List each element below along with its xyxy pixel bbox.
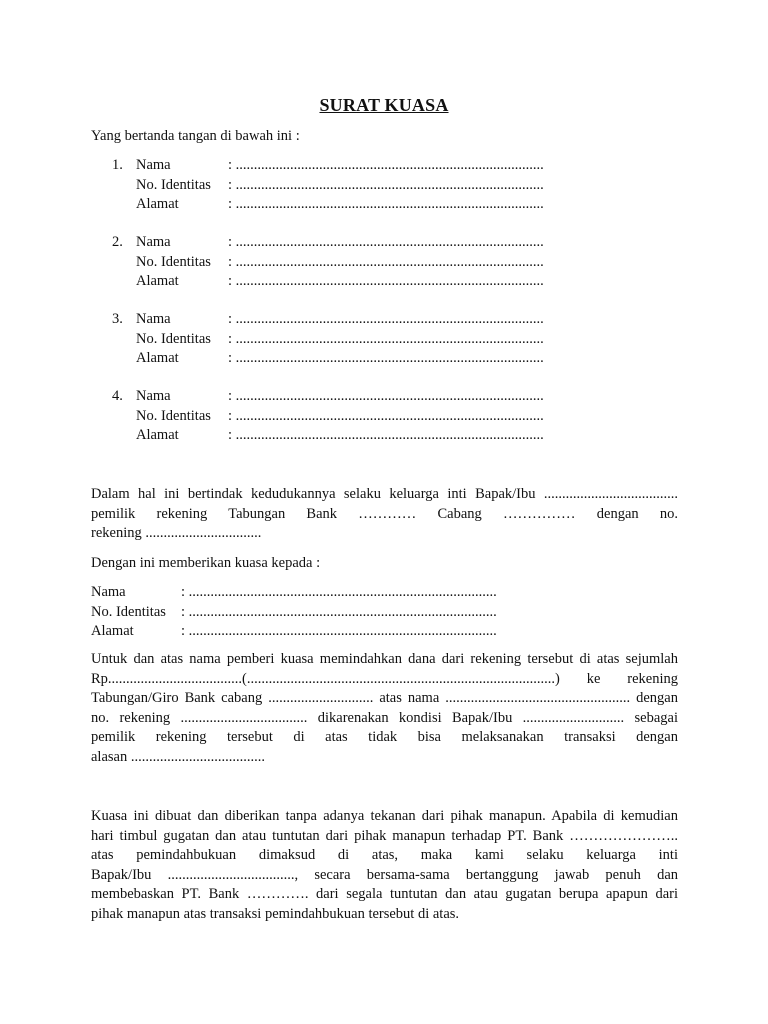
paragraph-line: rekening ................................ — [91, 525, 262, 542]
id-field: : ..................................................................................... — [228, 176, 544, 193]
paragraph-line: atas pemindahbukuan dimaksud di atas, maka kami selaku keluarga inti — [91, 847, 678, 864]
name-label: Nama — [136, 388, 171, 404]
id-field: : ..................................................................................... — [228, 407, 544, 424]
name-field: : ..................................................................................... — [228, 157, 544, 173]
party-number: 3. — [112, 311, 123, 327]
address-field: : ..................................................................................... — [228, 350, 544, 366]
paragraph-line: Rp.....................................(.....................................................................................) ke rekening — [91, 670, 678, 687]
name-label: Nama — [136, 157, 171, 173]
name-field: : ..................................................................................... — [228, 311, 544, 327]
address-field: : ..................................................................................... — [228, 427, 544, 443]
address-label: Alamat — [136, 273, 179, 289]
party-number: 4. — [112, 388, 123, 404]
id-label: No. Identitas — [91, 603, 166, 620]
paragraph-line: Dalam hal ini bertindak kedudukannya selaku keluarga inti Bapak/Ibu ..................................... — [91, 486, 678, 502]
paragraph-line: alasan ..................................... — [91, 748, 265, 765]
paragraph-line: pihak manapun atas transaksi pemindahbukuan tersebut di atas. — [91, 905, 460, 922]
paragraph-line: Tabungan/Giro Bank cabang ............................. atas nama ................................................... dengan — [91, 690, 678, 707]
grant-intro-text: Dengan ini memberikan kuasa kepada : — [91, 555, 321, 571]
name-label: Nama — [91, 584, 126, 600]
paragraph-line: pemilik rekening tersebut di atas tidak bisa melaksanakan transaksi dengan — [91, 729, 678, 746]
paragraph-line: membebaskan PT. Bank …………. dari segala tuntutan dan atau gugatan berupa apapun dari — [91, 886, 678, 903]
id-field: : ..................................................................................... — [181, 603, 497, 620]
paragraph-line: hari timbul gugatan dan atau tuntutan dari pihak manapun terhadap PT. Bank ………………….. — [91, 827, 678, 844]
document-title: SURAT KUASA — [319, 95, 449, 115]
party-number: 1. — [112, 157, 123, 173]
id-label: No. Identitas — [136, 407, 211, 424]
name-field: : ..................................................................................... — [228, 234, 544, 250]
address-field: : ..................................................................................... — [181, 623, 497, 639]
paragraph-line: Untuk dan atas nama pemberi kuasa memindahkan dana dari rekening tersebut di atas sejumlah — [91, 651, 678, 667]
paragraph-line: Kuasa ini dibuat dan diberikan tanpa adanya tekanan dari pihak manapun. Apabila di kemudian — [91, 808, 678, 824]
family-relation-paragraph — [91, 485, 678, 544]
address-label: Alamat — [91, 623, 134, 639]
address-label: Alamat — [136, 427, 179, 443]
address-label: Alamat — [136, 350, 179, 366]
transfer-paragraph — [91, 650, 678, 768]
paragraph-line: no. rekening ................................... dikarenakan kondisi Bapak/Ibu ............................ sebagai — [91, 709, 678, 726]
id-label: No. Identitas — [136, 253, 211, 270]
address-field: : ..................................................................................... — [228, 196, 544, 212]
paragraph-line: Bapak/Ibu ..................................., secara bersama-sama bertanggung jawab penuh dan — [91, 866, 678, 883]
id-label: No. Identitas — [136, 176, 211, 193]
name-field: : ..................................................................................... — [181, 584, 497, 600]
name-field: : ..................................................................................... — [228, 388, 544, 404]
paragraph-line: pemilik rekening Tabungan Bank ………… Cabang …………… dengan no. — [91, 505, 678, 522]
intro-text: Yang bertanda tangan di bawah ini : — [91, 128, 300, 144]
name-label: Nama — [136, 311, 171, 327]
id-field: : ..................................................................................... — [228, 330, 544, 347]
id-label: No. Identitas — [136, 330, 211, 347]
name-label: Nama — [136, 234, 171, 250]
party-number: 2. — [112, 234, 123, 250]
liability-paragraph — [91, 807, 678, 925]
id-field: : ..................................................................................... — [228, 253, 544, 270]
address-label: Alamat — [136, 196, 179, 212]
address-field: : ..................................................................................... — [228, 273, 544, 289]
